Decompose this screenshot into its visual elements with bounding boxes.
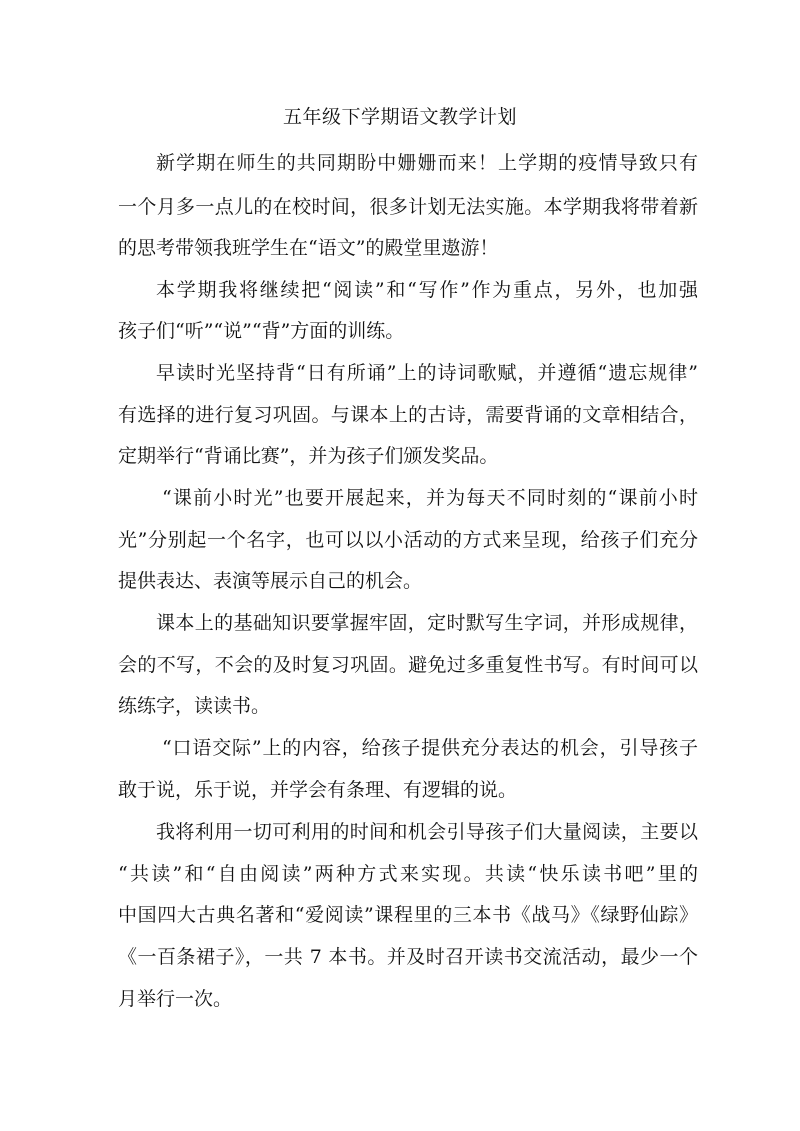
paragraph-7-line-5: 月举行一次。 bbox=[118, 988, 233, 1010]
document-title: 五年级下学期语文教学计划 bbox=[282, 106, 517, 128]
paragraph-7-line-3: 中国四大古典名著和“爱阅读”课程里的三本书《战马》《绿野仙踪》 bbox=[118, 904, 698, 926]
paragraph-5-line-3: 练练字，读读书。 bbox=[118, 695, 271, 717]
paragraph-2-line-2: 孩子们“听”“说”“背”方面的训练。 bbox=[118, 320, 405, 342]
paragraph-1-line-1: 新学期在师生的共同期盼中姗姗而来！上学期的疫情导致只有 bbox=[156, 152, 698, 174]
paragraph-5-line-2: 会的不写，不会的及时复习巩固。避免过多重复性书写。有时间可以 bbox=[118, 654, 698, 676]
paragraph-7-line-4: 《一百条裙子》，一共 7 本书。并及时召开读书交流活动，最少一个 bbox=[118, 946, 698, 968]
paragraph-3-line-2: 有选择的进行复习巩固。与课本上的古诗，需要背诵的文章相结合， bbox=[118, 404, 698, 426]
paragraph-7-line-1: 我将利用一切可利用的时间和机会引导孩子们大量阅读，主要以 bbox=[156, 821, 698, 843]
paragraph-4-line-2: 光”分别起一个名字，也可以以小活动的方式来呈现，给孩子们充分 bbox=[118, 529, 698, 551]
paragraph-5-line-1: 课本上的基础知识要掌握牢固，定时默写生字词，并形成规律， bbox=[156, 612, 698, 634]
paragraph-1-line-3: 的思考带领我班学生在“语文”的殿堂里遨游！ bbox=[118, 237, 499, 259]
paragraph-4-line-1: “课前小时光”也要开展起来，并为每天不同时刻的“课前小时 bbox=[162, 487, 698, 509]
paragraph-3-line-3: 定期举行“背诵比赛”，并为孩子们颁发奖品。 bbox=[118, 445, 499, 467]
paragraph-2-line-1: 本学期我将继续把“阅读”和“写作”作为重点，另外，也加强 bbox=[156, 279, 698, 301]
paragraph-6-line-2: 敢于说，乐于说，并学会有条理、有逻辑的说。 bbox=[118, 779, 518, 801]
paragraph-1-line-2: 一个月多一点儿的在校时间，很多计划无法实施。本学期我将带着新 bbox=[118, 196, 698, 218]
paragraph-6-line-1: “口语交际”上的内容，给孩子提供充分表达的机会，引导孩子 bbox=[162, 737, 698, 759]
paragraph-7-line-2: “共读”和“自由阅读”两种方式来实现。共读“快乐读书吧”里的 bbox=[118, 863, 698, 885]
paragraph-4-line-3: 提供表达、表演等展示自己的机会。 bbox=[118, 570, 423, 592]
paragraph-3-line-1: 早读时光坚持背“日有所诵”上的诗词歌赋，并遵循“遗忘规律” bbox=[156, 362, 698, 384]
